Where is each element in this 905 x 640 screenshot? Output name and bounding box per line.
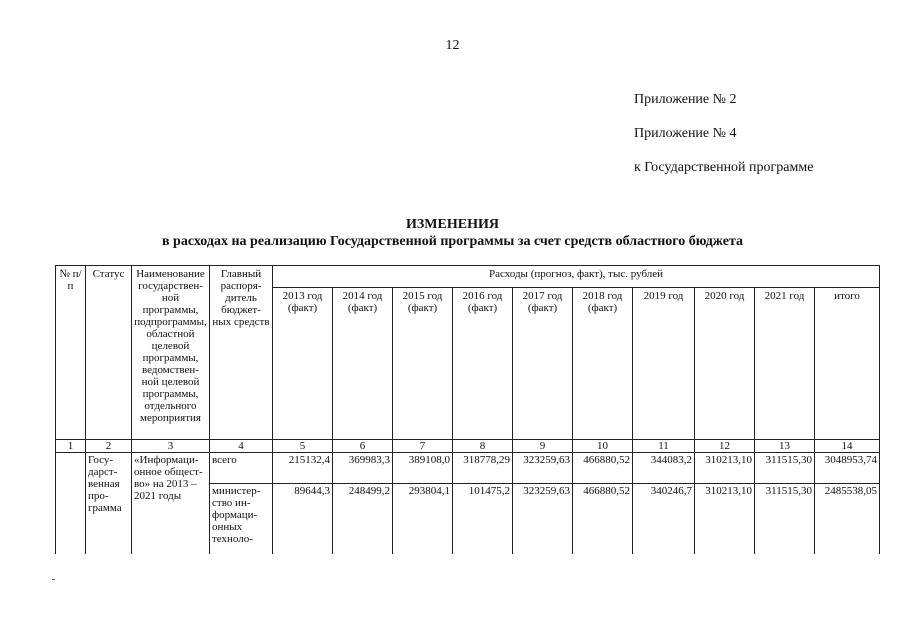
header-budget-manager: Главный распоря-дитель бюджет-ных средств [210, 266, 273, 440]
value-cell: 369983,3 [333, 453, 393, 484]
value-cell: 293804,1 [393, 484, 453, 555]
value-cell: 101475,2 [453, 484, 513, 555]
row-program-name: «Информаци-онное общест-во» на 2013 – 2021 годы [132, 453, 210, 555]
value-cell: 215132,4 [273, 453, 333, 484]
value-cell: 310213,10 [695, 453, 755, 484]
row-manager: всего [210, 453, 273, 484]
value-cell: 2485538,05 [815, 484, 880, 555]
header-expenses: Расходы (прогноз, факт), тыс. рублей [273, 266, 880, 288]
value-cell: 466880,52 [573, 484, 633, 555]
value-cell: 89644,3 [273, 484, 333, 555]
header-status: Статус [86, 266, 132, 440]
column-number: 1 [56, 440, 86, 453]
table-row [56, 453, 880, 484]
value-cell: 340246,7 [633, 484, 695, 555]
value-cell: 311515,30 [755, 484, 815, 555]
column-number: 11 [633, 440, 695, 453]
header-num: № п/п [56, 266, 86, 440]
value-cell: 466880,52 [573, 453, 633, 484]
column-number: 3 [132, 440, 210, 453]
row-manager: министер-ство ин-формаци-онных техноло- [210, 484, 273, 555]
appendix-line-2: Приложение № 4 [634, 126, 737, 141]
value-cell: 344083,2 [633, 453, 695, 484]
header-year-2013: 2013 год (факт) [273, 288, 333, 440]
header-year-2014: 2014 год (факт) [333, 288, 393, 440]
value-cell: 311515,30 [755, 453, 815, 484]
header-year-2015: 2015 год (факт) [393, 288, 453, 440]
appendix-line-3: к Государственной программе [634, 160, 814, 175]
column-number: 10 [573, 440, 633, 453]
column-number: 14 [815, 440, 880, 453]
value-cell: 248499,2 [333, 484, 393, 555]
page-number: 12 [445, 38, 460, 53]
column-number: 4 [210, 440, 273, 453]
header-year-2020: 2020 год [695, 288, 755, 440]
header-program-name: Наименование государствен-ной программы, подпрограммы, областной целевой программы, ведомствен-ной целевой программы, отдельного мероприятия [132, 266, 210, 440]
column-number: 7 [393, 440, 453, 453]
column-number: 12 [695, 440, 755, 453]
document-subtitle: в расходах на реализацию Государственной программы за счет средств областного бюджета [161, 234, 744, 249]
header-year-2017: 2017 год (факт) [513, 288, 573, 440]
expenses-table [55, 265, 880, 554]
row-status: Госу-дарст-венная про-грамма [86, 453, 132, 555]
column-number: 8 [453, 440, 513, 453]
value-cell: 323259,63 [513, 484, 573, 555]
value-cell: 3048953,74 [815, 453, 880, 484]
header-year-2018: 2018 год (факт) [573, 288, 633, 440]
value-cell: 310213,10 [695, 484, 755, 555]
scan-mark [52, 579, 55, 580]
value-cell: 323259,63 [513, 453, 573, 484]
column-number: 9 [513, 440, 573, 453]
header-total: итого [815, 288, 880, 440]
header-year-2021: 2021 год [755, 288, 815, 440]
header-year-2019: 2019 год [633, 288, 695, 440]
appendix-line-1: Приложение № 2 [634, 92, 737, 107]
value-cell: 318778,29 [453, 453, 513, 484]
value-cell: 389108,0 [393, 453, 453, 484]
row-num [56, 453, 86, 555]
header-year-2016: 2016 год (факт) [453, 288, 513, 440]
column-number: 6 [333, 440, 393, 453]
column-number: 5 [273, 440, 333, 453]
column-number: 13 [755, 440, 815, 453]
document-title: ИЗМЕНЕНИЯ [406, 217, 499, 232]
column-number: 2 [86, 440, 132, 453]
